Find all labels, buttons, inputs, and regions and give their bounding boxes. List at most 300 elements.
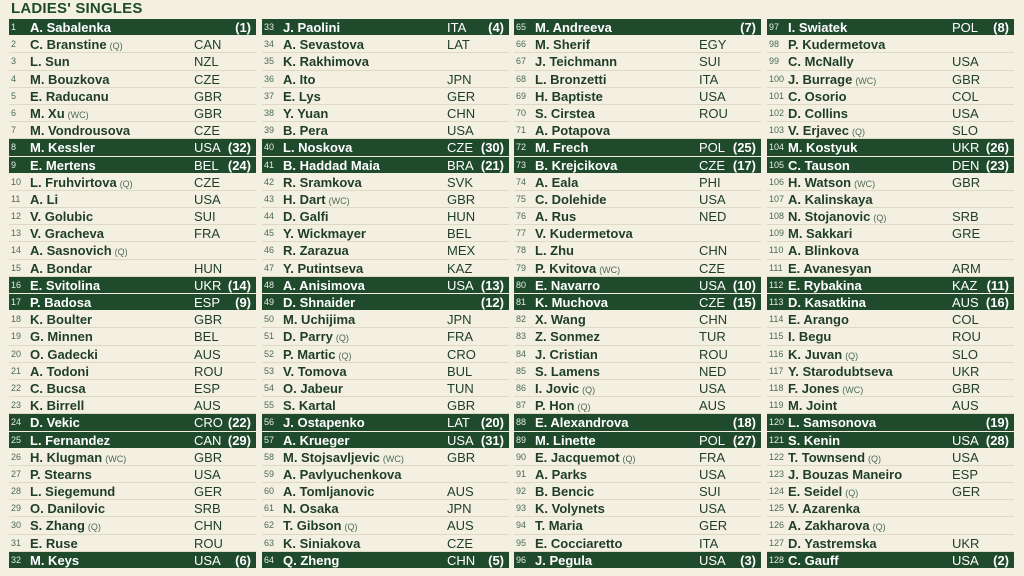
- player-row: [514, 535, 761, 552]
- player-name-cell: [30, 53, 70, 70]
- entry-tag: (Q): [87, 522, 101, 533]
- player-name-cell: [788, 535, 877, 552]
- seed-number: (27): [732, 432, 756, 448]
- player-row: [262, 208, 509, 225]
- player-name-cell: [788, 397, 837, 414]
- player-name: D. Vekic: [30, 415, 80, 431]
- nationality: CAN: [194, 432, 222, 448]
- player-row: [514, 311, 761, 328]
- seed-number: (22): [227, 415, 251, 431]
- seed-number: (13): [480, 277, 504, 293]
- player-row: [9, 397, 256, 414]
- draw-position: 61: [264, 503, 275, 514]
- nationality: FRA: [447, 329, 473, 345]
- seeded-player-row: [262, 552, 509, 569]
- player-row: [9, 483, 256, 500]
- player-name-cell: [30, 552, 79, 569]
- player-name-cell: [30, 535, 78, 552]
- player-name: R. Zarazua: [283, 243, 349, 259]
- player-name: P. Hon: [535, 398, 575, 414]
- draw-position: 56: [264, 417, 275, 428]
- nationality: JPN: [447, 501, 472, 517]
- nationality: SRB: [952, 209, 979, 225]
- player-name-cell: [30, 432, 110, 449]
- player-name-cell: [30, 277, 100, 294]
- nationality: USA: [952, 105, 979, 121]
- player-row: [514, 260, 761, 277]
- player-name-cell: [535, 71, 607, 88]
- player-name: M. Stojsavljevic: [283, 449, 380, 465]
- player-row: [262, 191, 509, 208]
- nationality: AUS: [194, 346, 221, 362]
- player-name-cell: [283, 242, 349, 259]
- player-name-cell: [283, 294, 355, 311]
- nationality: SRB: [194, 501, 221, 517]
- nationality: CHN: [699, 312, 728, 328]
- player-name-cell: [788, 414, 876, 431]
- player-row: [767, 311, 1014, 328]
- player-name: E. Svitolina: [30, 277, 101, 293]
- seed-number: (29): [227, 432, 251, 448]
- player-name: L. Samsonova: [788, 415, 877, 431]
- nationality: USA: [952, 432, 979, 448]
- player-row: [262, 397, 509, 414]
- player-row: [514, 225, 761, 242]
- seed-number: (16): [985, 295, 1009, 310]
- player-name: C. Branstine: [30, 37, 107, 53]
- player-row: [9, 191, 256, 208]
- draw-position: 114: [769, 314, 784, 325]
- draw-position: 37: [264, 90, 275, 101]
- player-name-cell: [30, 483, 115, 500]
- player-name: N. Osaka: [283, 501, 339, 517]
- draw-position: 18: [11, 314, 22, 325]
- draw-position: 123: [769, 468, 785, 479]
- draw-column: [767, 19, 1014, 569]
- seed-number: (24): [227, 157, 251, 173]
- entry-tag: (WC): [855, 75, 877, 86]
- player-row: [9, 225, 256, 242]
- player-name: A. Ito: [283, 71, 316, 87]
- player-name: E. Ruse: [30, 535, 78, 551]
- player-name-cell: [283, 380, 343, 397]
- player-row: [9, 208, 256, 225]
- player-name: V. Gracheva: [30, 226, 104, 242]
- player-row: [262, 311, 509, 328]
- player-row: [262, 36, 509, 53]
- nationality: GER: [952, 484, 981, 500]
- draw-position: 23: [11, 400, 22, 411]
- nationality: BRA: [447, 157, 474, 173]
- draw-title: LADIES' SINGLES: [11, 0, 143, 17]
- player-row: [514, 380, 761, 397]
- player-name: L. Zhu: [535, 243, 574, 259]
- draw-position: 41: [264, 159, 275, 170]
- seed-number: (5): [488, 552, 504, 568]
- draw-position: 104: [769, 142, 785, 153]
- draw-position: 70: [516, 107, 527, 118]
- draw-position: 15: [11, 262, 22, 273]
- player-row: [262, 517, 509, 534]
- draw-position: 97: [769, 22, 780, 32]
- draw-position: 78: [516, 245, 527, 256]
- entry-tag: (Q): [622, 453, 636, 464]
- player-name: Y. Putintseva: [283, 260, 364, 276]
- nationality: SUI: [699, 54, 721, 70]
- player-name-cell: [788, 105, 848, 122]
- nationality: ROU: [699, 105, 728, 121]
- nationality: EGY: [699, 37, 727, 53]
- nationality: CZE: [194, 71, 220, 87]
- draw-position: 86: [516, 382, 527, 393]
- player-name: A. Li: [30, 191, 59, 207]
- player-name-cell: [788, 466, 902, 483]
- player-row: [9, 71, 256, 88]
- seeded-player-row: [9, 432, 256, 449]
- player-name: A. Potapova: [535, 123, 611, 139]
- player-name: M. Vondrousova: [30, 123, 131, 139]
- draw-position: 67: [516, 56, 527, 67]
- player-row: [514, 517, 761, 534]
- player-name: T. Gibson: [283, 518, 342, 534]
- player-row: [9, 36, 256, 53]
- draw-position: 20: [11, 348, 22, 359]
- player-name-cell: [535, 552, 592, 569]
- player-row: [9, 328, 256, 345]
- player-name: Y. Starodubtseva: [788, 363, 893, 379]
- player-name: S. Kartal: [283, 398, 336, 414]
- seed-number: (30): [480, 140, 504, 156]
- entry-tag: (Q): [868, 453, 882, 464]
- draw-position: 100: [769, 73, 785, 84]
- player-name: V. Kudermetova: [535, 226, 633, 242]
- player-name: A. Kalinskaya: [788, 191, 873, 207]
- player-name-cell: [535, 346, 598, 363]
- draw-position: 38: [264, 107, 275, 118]
- player-name: V. Golubic: [30, 209, 94, 225]
- player-row: [767, 449, 1014, 466]
- nationality: DEN: [952, 157, 980, 173]
- player-name: M. Xu: [30, 105, 65, 121]
- nationality: LAT: [447, 37, 470, 53]
- draw-position: 101: [769, 90, 785, 101]
- player-name-cell: [30, 397, 84, 414]
- nationality: ESP: [194, 380, 221, 396]
- draw-position: 128: [769, 554, 785, 565]
- seed-number: (17): [732, 157, 756, 173]
- player-name: C. Bucsa: [30, 380, 86, 396]
- player-name-cell: [788, 277, 862, 294]
- player-name-cell: [283, 432, 349, 449]
- player-name: P. Stearns: [30, 466, 92, 482]
- seeded-player-row: [767, 277, 1014, 294]
- draw-position: 7: [11, 125, 17, 136]
- player-name-cell: [535, 483, 594, 500]
- seeded-player-row: [9, 414, 256, 431]
- player-name: A. Sevastova: [283, 37, 364, 53]
- nationality: UKR: [952, 363, 980, 379]
- player-name-cell: [30, 260, 92, 277]
- draw-position: 5: [11, 90, 17, 101]
- seed-number: (25): [732, 140, 756, 156]
- draw-position: 85: [516, 365, 527, 376]
- nationality: PHI: [699, 174, 721, 190]
- seeded-player-row: [514, 432, 761, 449]
- draw-position: 31: [11, 537, 22, 548]
- player-name-cell: [788, 260, 872, 277]
- player-name-cell: [788, 53, 854, 70]
- nationality: HUN: [447, 209, 476, 225]
- seeded-player-row: [767, 19, 1014, 36]
- player-row: [767, 328, 1014, 345]
- player-name-cell: [283, 363, 347, 380]
- seeded-player-row: [514, 294, 761, 311]
- draw-position: 6: [11, 107, 17, 118]
- draw-position: 116: [769, 348, 784, 359]
- entry-tag: (Q): [335, 333, 349, 344]
- draw-position: 74: [516, 176, 527, 187]
- draw-position: 105: [769, 159, 785, 170]
- player-name-cell: [788, 363, 893, 380]
- player-name: E. Mertens: [30, 157, 96, 173]
- nationality: POL: [699, 432, 726, 448]
- draw-position: 84: [516, 348, 527, 359]
- nationality: USA: [194, 466, 221, 482]
- player-name: K. Boulter: [30, 312, 93, 328]
- player-name-cell: [535, 191, 607, 208]
- player-row: [262, 500, 509, 517]
- player-name: J. Ostapenko: [283, 415, 365, 431]
- nationality: GBR: [447, 191, 476, 207]
- seeded-player-row: [262, 294, 509, 311]
- seed-number: (2): [993, 552, 1009, 568]
- seeded-player-row: [514, 552, 761, 569]
- player-name: A. Krueger: [283, 432, 350, 448]
- draw-position: 17: [11, 297, 22, 307]
- draw-position: 124: [769, 486, 785, 497]
- player-name: I. Jovic: [535, 380, 580, 396]
- draw-position: 12: [11, 211, 22, 222]
- draw-position: 44: [264, 211, 275, 222]
- player-name: M. Kostyuk: [788, 140, 858, 156]
- player-row: [9, 122, 256, 139]
- nationality: USA: [699, 552, 726, 568]
- player-row: [514, 88, 761, 105]
- player-name: S. Zhang: [30, 518, 85, 534]
- nationality: CZE: [699, 260, 725, 276]
- nationality: LAT: [447, 415, 470, 431]
- seeded-player-row: [514, 139, 761, 156]
- player-name: A. Rus: [535, 209, 577, 225]
- seeded-player-row: [9, 552, 256, 569]
- player-name: P. Kvitova: [535, 260, 597, 276]
- nationality: ITA: [699, 71, 719, 87]
- nationality: KAZ: [447, 260, 473, 276]
- player-name-cell: [283, 466, 402, 483]
- nationality: CHN: [699, 243, 728, 259]
- draw-position: 2: [11, 39, 17, 50]
- draw-position: 4: [11, 73, 17, 84]
- player-name: G. Minnen: [30, 329, 93, 345]
- player-name: O. Gadecki: [30, 346, 98, 362]
- entry-tag: (WC): [105, 453, 127, 464]
- player-name: D. Parry: [283, 329, 333, 345]
- draw-column: [514, 19, 761, 569]
- nationality: POL: [699, 140, 726, 156]
- nationality: AUS: [447, 484, 474, 500]
- player-row: [262, 535, 509, 552]
- player-name-cell: [283, 483, 375, 500]
- draw-position: 81: [516, 297, 527, 307]
- player-name-cell: [30, 88, 109, 105]
- player-name-cell: [30, 414, 80, 431]
- nationality: USA: [699, 466, 726, 482]
- player-name: L. Noskova: [283, 140, 353, 156]
- nationality: JPN: [447, 312, 472, 328]
- player-name-cell: [30, 466, 92, 483]
- player-name: H. Baptiste: [535, 88, 603, 104]
- entry-tag: (WC): [854, 178, 876, 189]
- player-name: D. Collins: [788, 105, 848, 121]
- player-name: H. Dart: [283, 191, 326, 207]
- player-name: Y. Wickmayer: [283, 226, 366, 242]
- draw-position: 77: [516, 228, 527, 239]
- player-name: P. Kudermetova: [788, 37, 886, 53]
- player-row: [9, 311, 256, 328]
- player-row: [767, 225, 1014, 242]
- player-name-cell: [283, 105, 328, 122]
- player-name: V. Azarenka: [788, 501, 861, 517]
- player-name: V. Erjavec: [788, 123, 849, 139]
- player-row: [262, 105, 509, 122]
- player-name: A. Zakharova: [788, 518, 870, 534]
- player-name: M. Frech: [535, 140, 589, 156]
- nationality: GBR: [194, 88, 223, 104]
- player-name: O. Danilovic: [30, 501, 106, 517]
- draw-position: 60: [264, 486, 275, 497]
- draw-position: 30: [11, 520, 22, 531]
- player-name-cell: [535, 225, 633, 242]
- player-row: [9, 88, 256, 105]
- draw-position: 50: [264, 314, 275, 325]
- player-name-cell: [283, 157, 380, 174]
- player-name-cell: [535, 535, 622, 552]
- seed-number: (32): [227, 140, 251, 156]
- nationality: MEX: [447, 243, 476, 259]
- nationality: ROU: [699, 346, 728, 362]
- player-name: E. Rybakina: [788, 277, 862, 293]
- entry-tag: (Q): [109, 41, 123, 52]
- player-name-cell: [30, 363, 89, 380]
- player-name-cell: [30, 19, 111, 36]
- seeded-player-row: [9, 139, 256, 156]
- player-name: A. Tomljanovic: [283, 484, 375, 500]
- draw-position: 103: [769, 125, 785, 136]
- seed-number: (23): [985, 157, 1009, 173]
- draw-column: [262, 19, 509, 569]
- entry-tag: (Q): [845, 488, 859, 499]
- player-name-cell: [283, 260, 363, 277]
- player-name: E. Navarro: [535, 277, 601, 293]
- draw-position: 122: [769, 451, 785, 462]
- player-name: B. Pera: [283, 123, 328, 139]
- seed-number: (12): [480, 295, 504, 310]
- draw-position: 62: [264, 520, 275, 531]
- draw-position: 57: [264, 434, 275, 445]
- entry-tag: (WC): [382, 453, 404, 464]
- nationality: USA: [194, 191, 221, 207]
- draw-position: 43: [264, 193, 275, 204]
- player-name: I. Begu: [788, 329, 832, 345]
- player-name: C. McNally: [788, 54, 854, 70]
- draw-position: 63: [264, 537, 275, 548]
- draw-position: 16: [11, 279, 22, 290]
- nationality: USA: [699, 191, 726, 207]
- player-row: [514, 36, 761, 53]
- player-name: C. Dolehide: [535, 191, 607, 207]
- player-row: [514, 105, 761, 122]
- player-row: [262, 242, 509, 259]
- draw-position: 98: [769, 39, 780, 50]
- draw-position: 82: [516, 314, 527, 325]
- draw-position: 96: [516, 554, 527, 565]
- draw-position: 120: [769, 417, 785, 428]
- nationality: AUS: [952, 398, 979, 414]
- player-name-cell: [535, 139, 588, 156]
- player-row: [9, 242, 256, 259]
- draw-position: 68: [516, 73, 527, 84]
- player-name: O. Jabeur: [283, 380, 343, 396]
- player-row: [514, 346, 761, 363]
- nationality: BEL: [447, 226, 472, 242]
- player-name-cell: [283, 277, 365, 294]
- player-name-cell: [283, 36, 364, 53]
- player-name: K. Rakhimova: [283, 54, 369, 70]
- player-name: V. Tomova: [283, 363, 347, 379]
- draw-position: 27: [11, 468, 22, 479]
- player-name: Y. Yuan: [283, 105, 329, 121]
- player-name-cell: [283, 552, 339, 569]
- player-name: T. Townsend: [788, 449, 866, 465]
- player-name-cell: [535, 36, 590, 53]
- draw-position: 83: [516, 331, 527, 342]
- seed-number: (19): [985, 415, 1009, 431]
- nationality: GER: [194, 484, 223, 500]
- nationality: AUS: [952, 295, 979, 310]
- nationality: UKR: [952, 140, 980, 156]
- player-name: L. Fernandez: [30, 432, 111, 448]
- draw-position: 3: [11, 56, 17, 67]
- nationality: GBR: [194, 105, 223, 121]
- player-name-cell: [535, 517, 583, 534]
- draw-position: 87: [516, 400, 527, 411]
- draw-position: 107: [769, 193, 785, 204]
- player-name: M. Uchijima: [283, 312, 356, 328]
- draw-position: 72: [516, 142, 527, 153]
- draw-position: 21: [11, 365, 22, 376]
- player-name-cell: [283, 414, 365, 431]
- nationality: ROU: [952, 329, 981, 345]
- player-name-cell: [535, 277, 600, 294]
- player-row: [767, 36, 1014, 53]
- seeded-player-row: [9, 19, 256, 36]
- draw-position: 65: [516, 22, 527, 32]
- player-name: H. Watson: [788, 174, 852, 190]
- seeded-player-row: [9, 277, 256, 294]
- seed-number: (26): [985, 140, 1009, 156]
- player-name: S. Cirstea: [535, 105, 595, 121]
- nationality: AUS: [194, 398, 221, 414]
